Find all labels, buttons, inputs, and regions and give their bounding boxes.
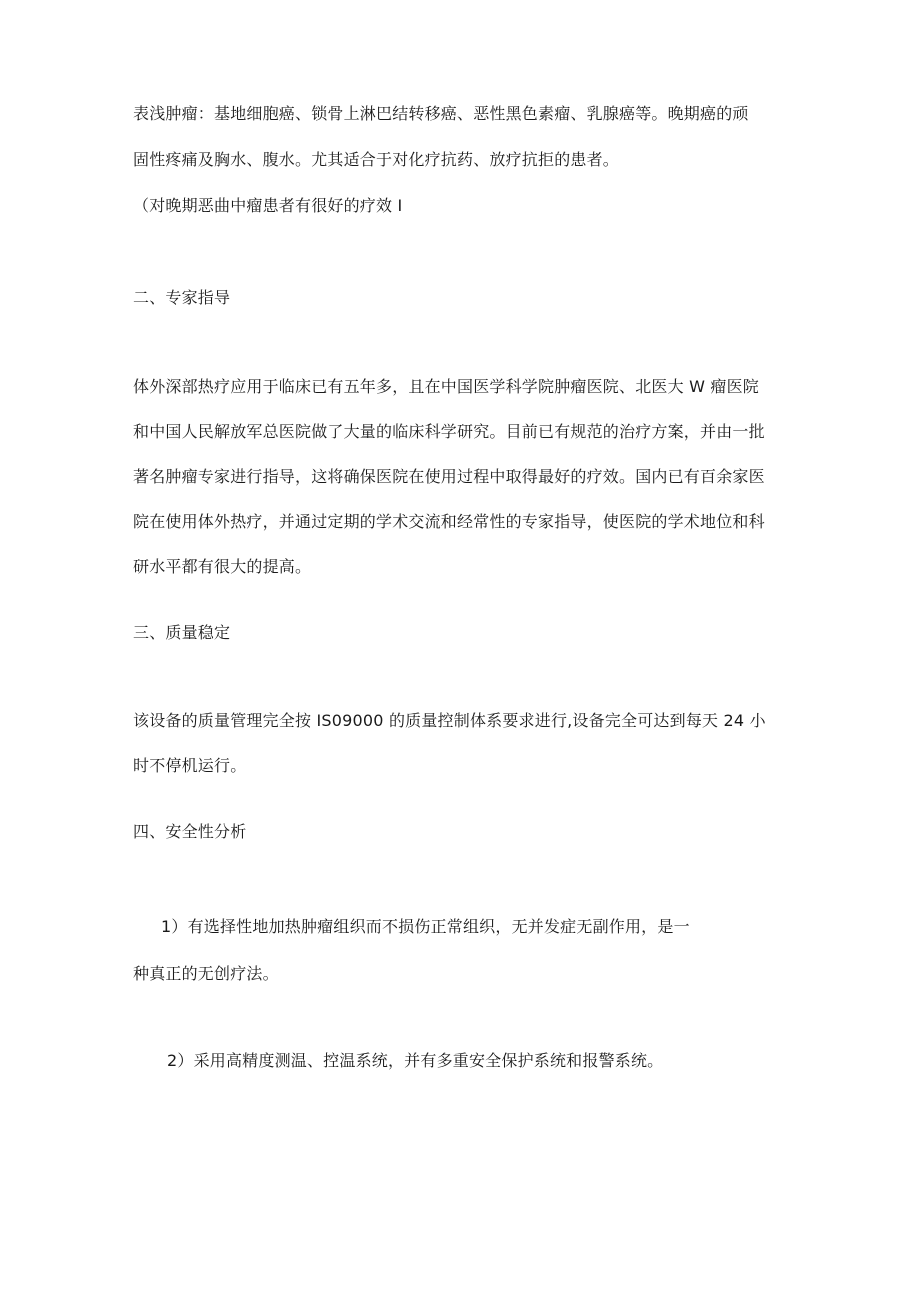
intro-line-3: （对晚期恶曲中瘤患者有很好的疗效 I — [133, 196, 403, 215]
paragraph-line: 院在使用体外热疗，并通过定期的学术交流和经常性的专家指导，使医院的学术地位和科 — [133, 512, 765, 531]
list-item-1-line-1: 1）有选择性地加热肿瘤组织而不损伤正常组织，无并发症无副作用，是一 — [161, 917, 690, 936]
paragraph-line: 时不停机运行。 — [133, 756, 247, 775]
section-heading-safety-analysis: 四、安全性分析 — [133, 822, 247, 841]
intro-line-2: 固性疼痛及胸水、腹水。尤其适合于对化疗抗药、放疗抗拒的患者。 — [133, 150, 620, 169]
section-heading-quality-stable: 三、质量稳定 — [133, 623, 231, 642]
paragraph-line: 著名肿瘤专家进行指导，这将确保医院在使用过程中取得最好的疗效。国内已有百余家医 — [133, 467, 765, 486]
intro-line-1: 表浅肿瘤：基地细胞癌、锁骨上淋巴结转移癌、恶性黑色素瘤、乳腺癌等。晚期癌的顽 — [133, 104, 749, 123]
list-item-2-line-1: 2）采用高精度测温、控温系统，并有多重安全保护系统和报警系统。 — [167, 1051, 664, 1070]
list-item-1-line-2: 种真正的无创疗法。 — [133, 964, 279, 983]
paragraph-line: 体外深部热疗应用于临床已有五年多，且在中国医学科学院肿瘤医院、北医大 W 瘤医院 — [133, 377, 759, 396]
paragraph-line: 该设备的质量管理完全按 IS09000 的质量控制体系要求进行,设备完全可达到每天 24 小 — [133, 711, 766, 730]
paragraph-line: 研水平都有很大的提高。 — [133, 557, 312, 576]
section-heading-expert-guidance: 二、专家指导 — [133, 288, 231, 307]
paragraph-line: 和中国人民解放军总医院做了大量的临床科学研究。目前已有规范的治疗方案，并由一批 — [133, 422, 765, 441]
